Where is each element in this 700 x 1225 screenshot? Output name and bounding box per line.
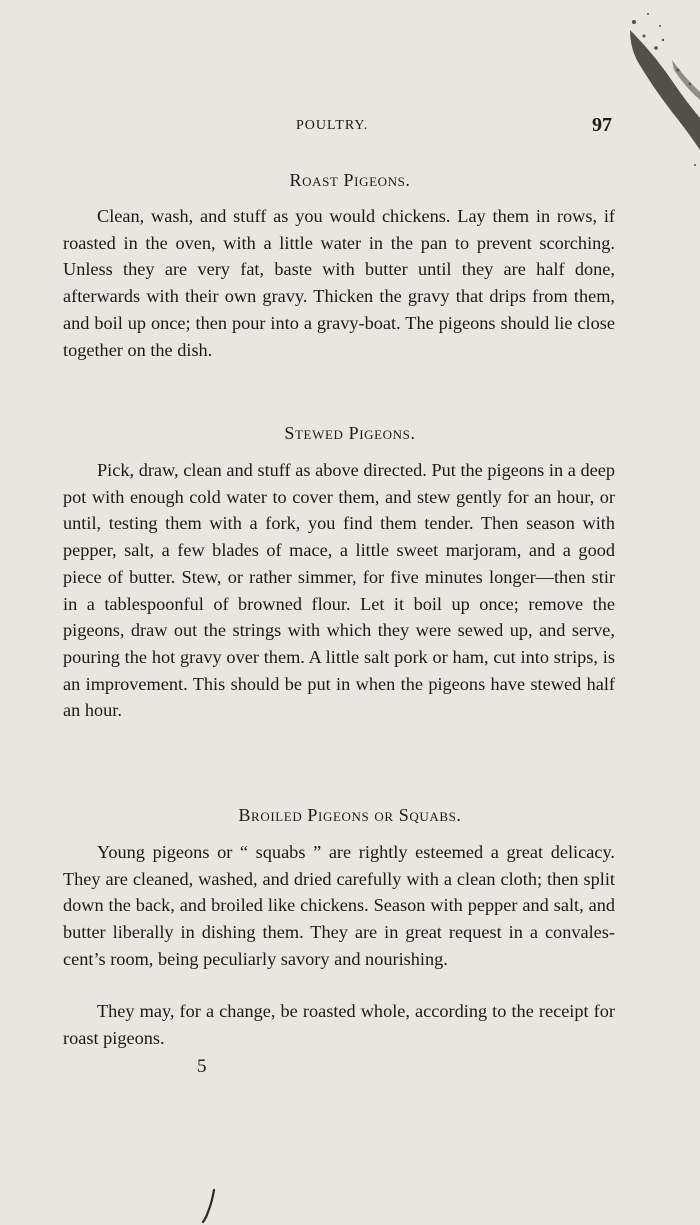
section-heading-stewed-pigeons: Stewed Pigeons. — [284, 423, 416, 443]
page-number: 97 — [592, 114, 612, 136]
paragraph-roast-pigeons: Clean, wash, and stuff as you would chickens. Lay them in rows, if roasted in the oven, with a little water in the pan to prevent scorching. Unless they are very fat, baste with butter until they are half done, afterwards with their own gravy. Thicken the gravy that drips from them, and boil up once; then pour into a gravy-boat. The pigeons should lie close together on the dish. — [63, 206, 615, 360]
ink-stain — [560, 0, 700, 170]
pencil-mark — [200, 1188, 220, 1224]
paragraph-broiled-pigeons: Young pigeons or “ squabs ” are rightly esteemed a great delicacy. They are cleaned, washed, and dried carefully with a clean cloth; then split down the back, and broiled like chickens. Season with pepper and salt, and butter liberally in dishing them. They are in great request in a convalescent’s room, being peculiarly savory and nourishing. — [63, 842, 615, 969]
section-heading-roast-pigeons: Roast Pigeons. — [289, 170, 411, 190]
section-heading-broiled-pigeons: Broiled Pigeons or Squabs. — [238, 805, 462, 825]
signature-mark: 5 — [197, 1056, 207, 1077]
running-title: POULTRY. — [296, 118, 369, 133]
paragraph-broiled-pigeons-note: They may, for a change, be roasted whole, according to the receipt for roast pigeons. — [63, 1001, 615, 1048]
running-head — [0, 114, 700, 142]
paragraph-stewed-pigeons: Pick, draw, clean and stuff as above directed. Put the pigeons in a deep pot with enough cold water to cover them, and stew gently for an hour, or until, testing them with a fork, you find them tender. Then season with pepper, salt, a few blades of mace, a little sweet marjoram, and a good piece of butter. Stew, or rather simmer, for five minutes longer—then stir in a tablespoonful of browned flour. Let it boil up once; remove the pigeons, draw out the strings with which they were sewed up, and serve, pouring the hot gravy over them. A little salt pork or ham, cut into strips, is an improvement. This should be put in when the pigeons have stewed half an hour. — [63, 460, 615, 721]
